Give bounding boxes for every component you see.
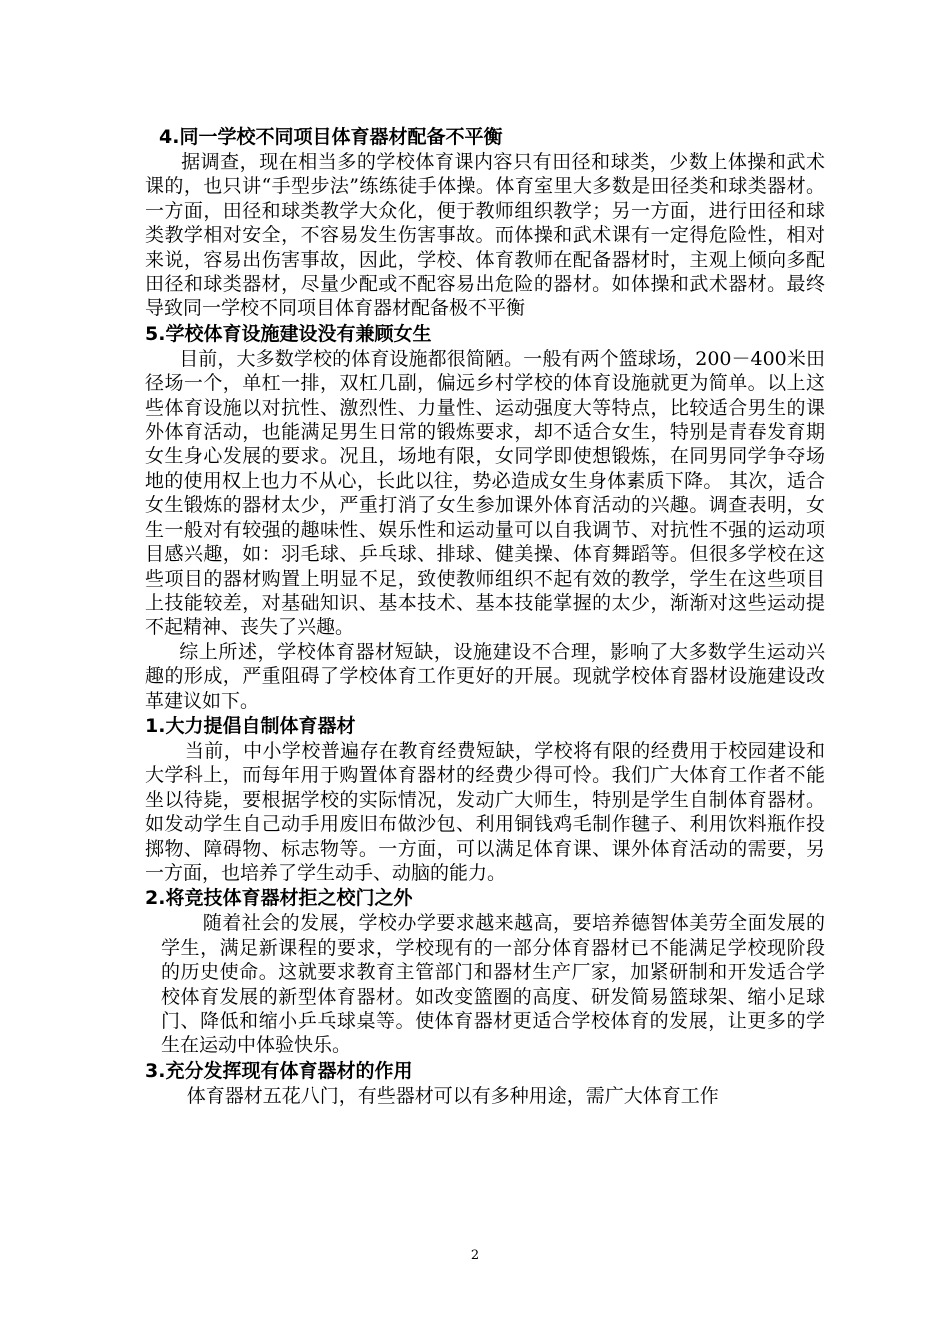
section-heading-existing-equipment: 3.充分发挥现有体育器材的作用 [145,1059,413,1082]
paragraph-self-made-equipment: 当前，中小学校普遍存在教育经费短缺，学校将有限的经费用于校园建设和大学科上，而每年用于购置体育器材的经费少得可怜。我们广大体育工作者不能坐以待毙，要根据学校的实际情况，发动广大师生，特别是学生自制体育器材。如发动学生自己动手用废旧布做沙包、利用铜钱鸡毛制作毽子、利用饮料瓶作投掷物、障碍物、标志物等。一方面，可以满足体育课、课外体育活动的需要，另一方面，也培养了学生动手、动脑的能力。 [145,739,825,884]
section-heading-competitive-equipment: 2.将竞技体育器材拒之校门之外 [145,887,413,910]
paragraph-existing-equipment: 体育器材五花八门，有些器材可以有多种用途，需广大体育工作 [186,1084,719,1107]
paragraph-equipment-imbalance: 据调查，现在相当多的学校体育课内容只有田径和球类，少数上体操和武术课的，也只讲“手型步法”练练徒手体操。体育室里大多数是田径类和球类器材。一方面，田径和球类教学大众化，便于教师组织教学；另一方面，进行田径和球类教学相对安全，不容易发生伤害事故。而体操和武术课有一定得危险性，相对来说，容易出伤害事故，因此，学校、体育教师在配备器材时，主观上倾向多配田径和球类器材，尽量少配或不配容易出危险的器材。如体操和武术器材。最终导致同一学校不同项目体育器材配备极不平衡 [145,151,825,320]
page-body [145,124,825,1108]
section-heading-equipment-imbalance: 4.同一学校不同项目体育器材配备不平衡 [159,126,503,148]
paragraph-competitive-equipment: 随着社会的发展，学校办学要求越来越高，要培养德智体美劳全面发展的学生，满足新课程的要求，学校现有的一部分体育器材已不能满足学校现阶段的历史使命。这就要求教育主管部门和器材生产厂家，加紧研制和开发适合学校体育发展的新型体育器材。如改变篮圈的高度、研发简易篮球架、缩小足球门、降低和缩小乒乓球桌等。使体育器材更适合学校体育的发展，让更多的学生在运动中体验快乐。 [161,912,825,1057]
section-heading-female-students: 5.学校体育设施建设没有兼顾女生 [145,322,432,345]
paragraph-female-students: 目前，大多数学校的体育设施都很简陋。一般有两个篮球场，200－400米田径场一个，单杠一排，双杠几副，偏远乡村学校的体育设施就更为简单。以上这些体育设施以对抗性、激烈性、力量性、运动强度大等特点，比较适合男生的课外体育活动，也能满足男生日常的锻炼要求，却不适合女生，特别是青春发育期女生身心发展的要求。况且，场地有限，女同学即使想锻炼，在同男同学争夺场地的使用权上也力不从心，长此以往，势必造成女生身体素质下降。 其次，适合女生锻炼的器材太少，严重打消了女生参加课外体育活动的兴趣。调查表明，女生一般对有较强的趣味性、娱乐性和运动量可以自我调节、对抗性不强的运动项目感兴趣，如：羽毛球、乒乓球、排球、健美操、体育舞蹈等。但很多学校在这些项目的器材购置上明显不足，致使教师组织不起有效的教学，学生在这些项目上技能较差，对基础知识、基本技术、基本技能掌握的太少，渐渐对这些运动提不起精神、丧失了兴趣。 [145,347,825,639]
page-number: 2 [470,1248,480,1263]
paragraph-summary: 综上所述，学校体育器材短缺，设施建设不合理，影响了大多数学生运动兴趣的形成，严重阻碍了学校体育工作更好的开展。现就学校体育器材设施建设改革建议如下。 [145,640,825,712]
section-heading-self-made-equipment: 1.大力提倡自制体育器材 [145,714,356,737]
